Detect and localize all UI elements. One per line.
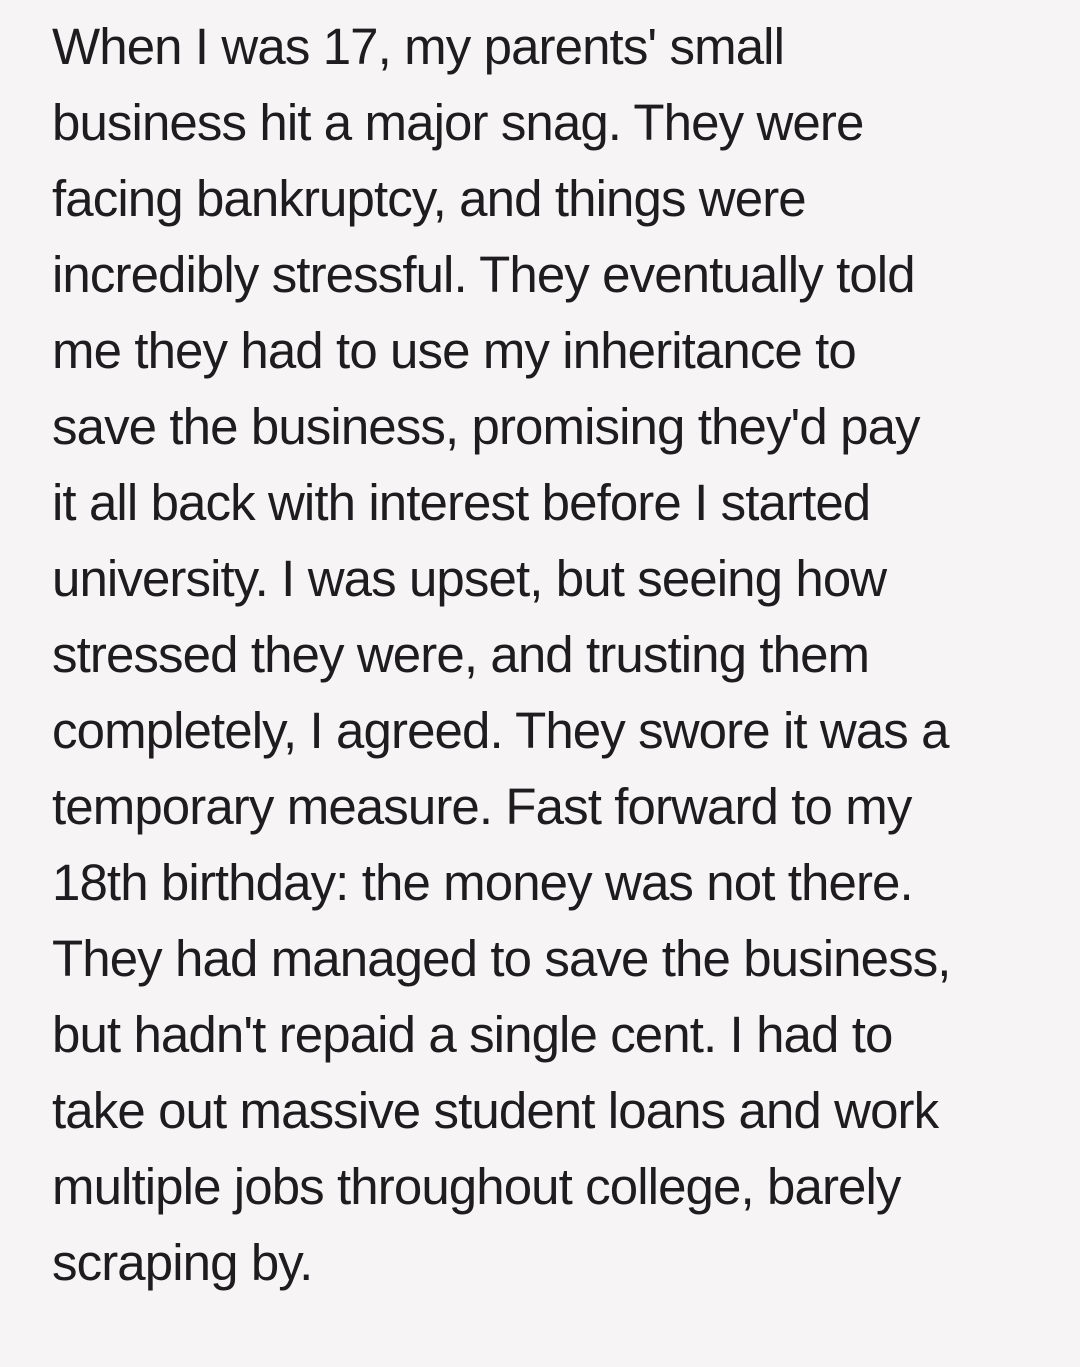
text-line: multiple jobs throughout college, barely <box>52 1158 901 1215</box>
text-line: business hit a major snag. They were <box>52 94 864 151</box>
text-line: scraping by. <box>52 1234 313 1291</box>
text-line: completely, I agreed. They swore it was a <box>52 702 949 759</box>
text-line: but hadn't repaid a single cent. I had to <box>52 1006 893 1063</box>
text-line: incredibly stressful. They eventually told <box>52 246 915 303</box>
text-line: stressed they were, and trusting them <box>52 626 870 683</box>
text-line: facing bankruptcy, and things were <box>52 170 806 227</box>
text-line: university. I was upset, but seeing how <box>52 550 887 607</box>
text-line: temporary measure. Fast forward to my <box>52 778 912 835</box>
text-line: me they had to use my inheritance to <box>52 322 856 379</box>
text-line: it all back with interest before I started <box>52 474 871 531</box>
text-line: take out massive student loans and work <box>52 1082 939 1139</box>
text-line: They had managed to save the business, <box>52 930 951 987</box>
text-line: 18th birthday: the money was not there. <box>52 854 913 911</box>
text-line: When I was 17, my parents' small <box>52 18 785 75</box>
text-line: save the business, promising they'd pay <box>52 398 920 455</box>
